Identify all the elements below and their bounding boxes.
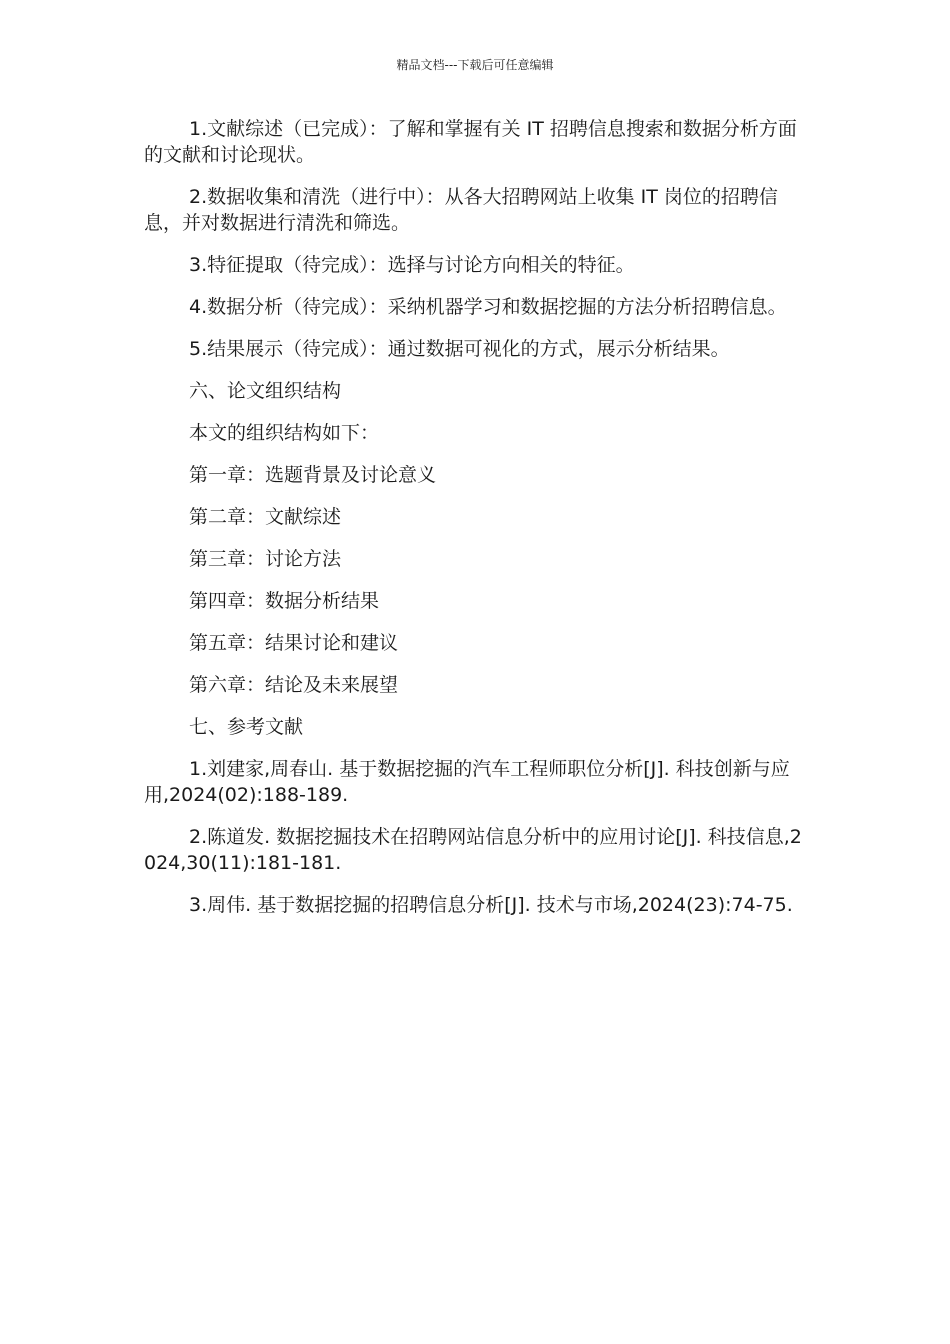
task-item-feature-extraction: 3.特征提取（待完成）：选择与讨论方向相关的特征。: [189, 254, 635, 276]
reference-item-3: 3.周伟. 基于数据挖掘的招聘信息分析[J]. 技术与市场,2024(23):74-75.: [189, 894, 793, 916]
chapter-item-4: 第四章：数据分析结果: [189, 590, 380, 612]
task-item-literature-review: 1.文献综述（已完成）：了解和掌握有关 IT 招聘信息搜索和数据分析方面的文献和讨论现状。: [144, 118, 797, 166]
structure-intro: 本文的组织结构如下：: [189, 422, 380, 444]
reference-item-2: 2.陈道发. 数据挖掘技术在招聘网站信息分析中的应用讨论[J]. 科技信息,2024,30(11):181-181.: [144, 826, 802, 874]
section-heading-references: 七、参考文献: [189, 716, 304, 738]
chapter-item-1: 第一章：选题背景及讨论意义: [189, 464, 437, 486]
chapter-item-5: 第五章：结果讨论和建议: [189, 632, 399, 654]
chapter-item-6: 第六章：结论及未来展望: [189, 674, 399, 696]
task-item-data-collection: 2.数据收集和清洗（进行中）：从各大招聘网站上收集 IT 岗位的招聘信息，并对数据进行清洗和筛选。: [144, 186, 778, 234]
reference-item-1: 1.刘建家,周春山. 基于数据挖掘的汽车工程师职位分析[J]. 科技创新与应用,2024(02):188-189.: [144, 758, 790, 806]
chapter-item-3: 第三章：讨论方法: [189, 548, 342, 570]
chapter-item-2: 第二章：文献综述: [189, 506, 342, 528]
page-header: 精品文档---下载后可任意编辑: [396, 58, 554, 72]
task-item-data-analysis: 4.数据分析（待完成）：采纳机器学习和数据挖掘的方法分析招聘信息。: [189, 296, 787, 318]
task-item-result-display: 5.结果展示（待完成）：通过数据可视化的方式，展示分析结果。: [189, 338, 730, 360]
document-body: [144, 116, 812, 934]
section-heading-structure: 六、论文组织结构: [189, 380, 342, 402]
